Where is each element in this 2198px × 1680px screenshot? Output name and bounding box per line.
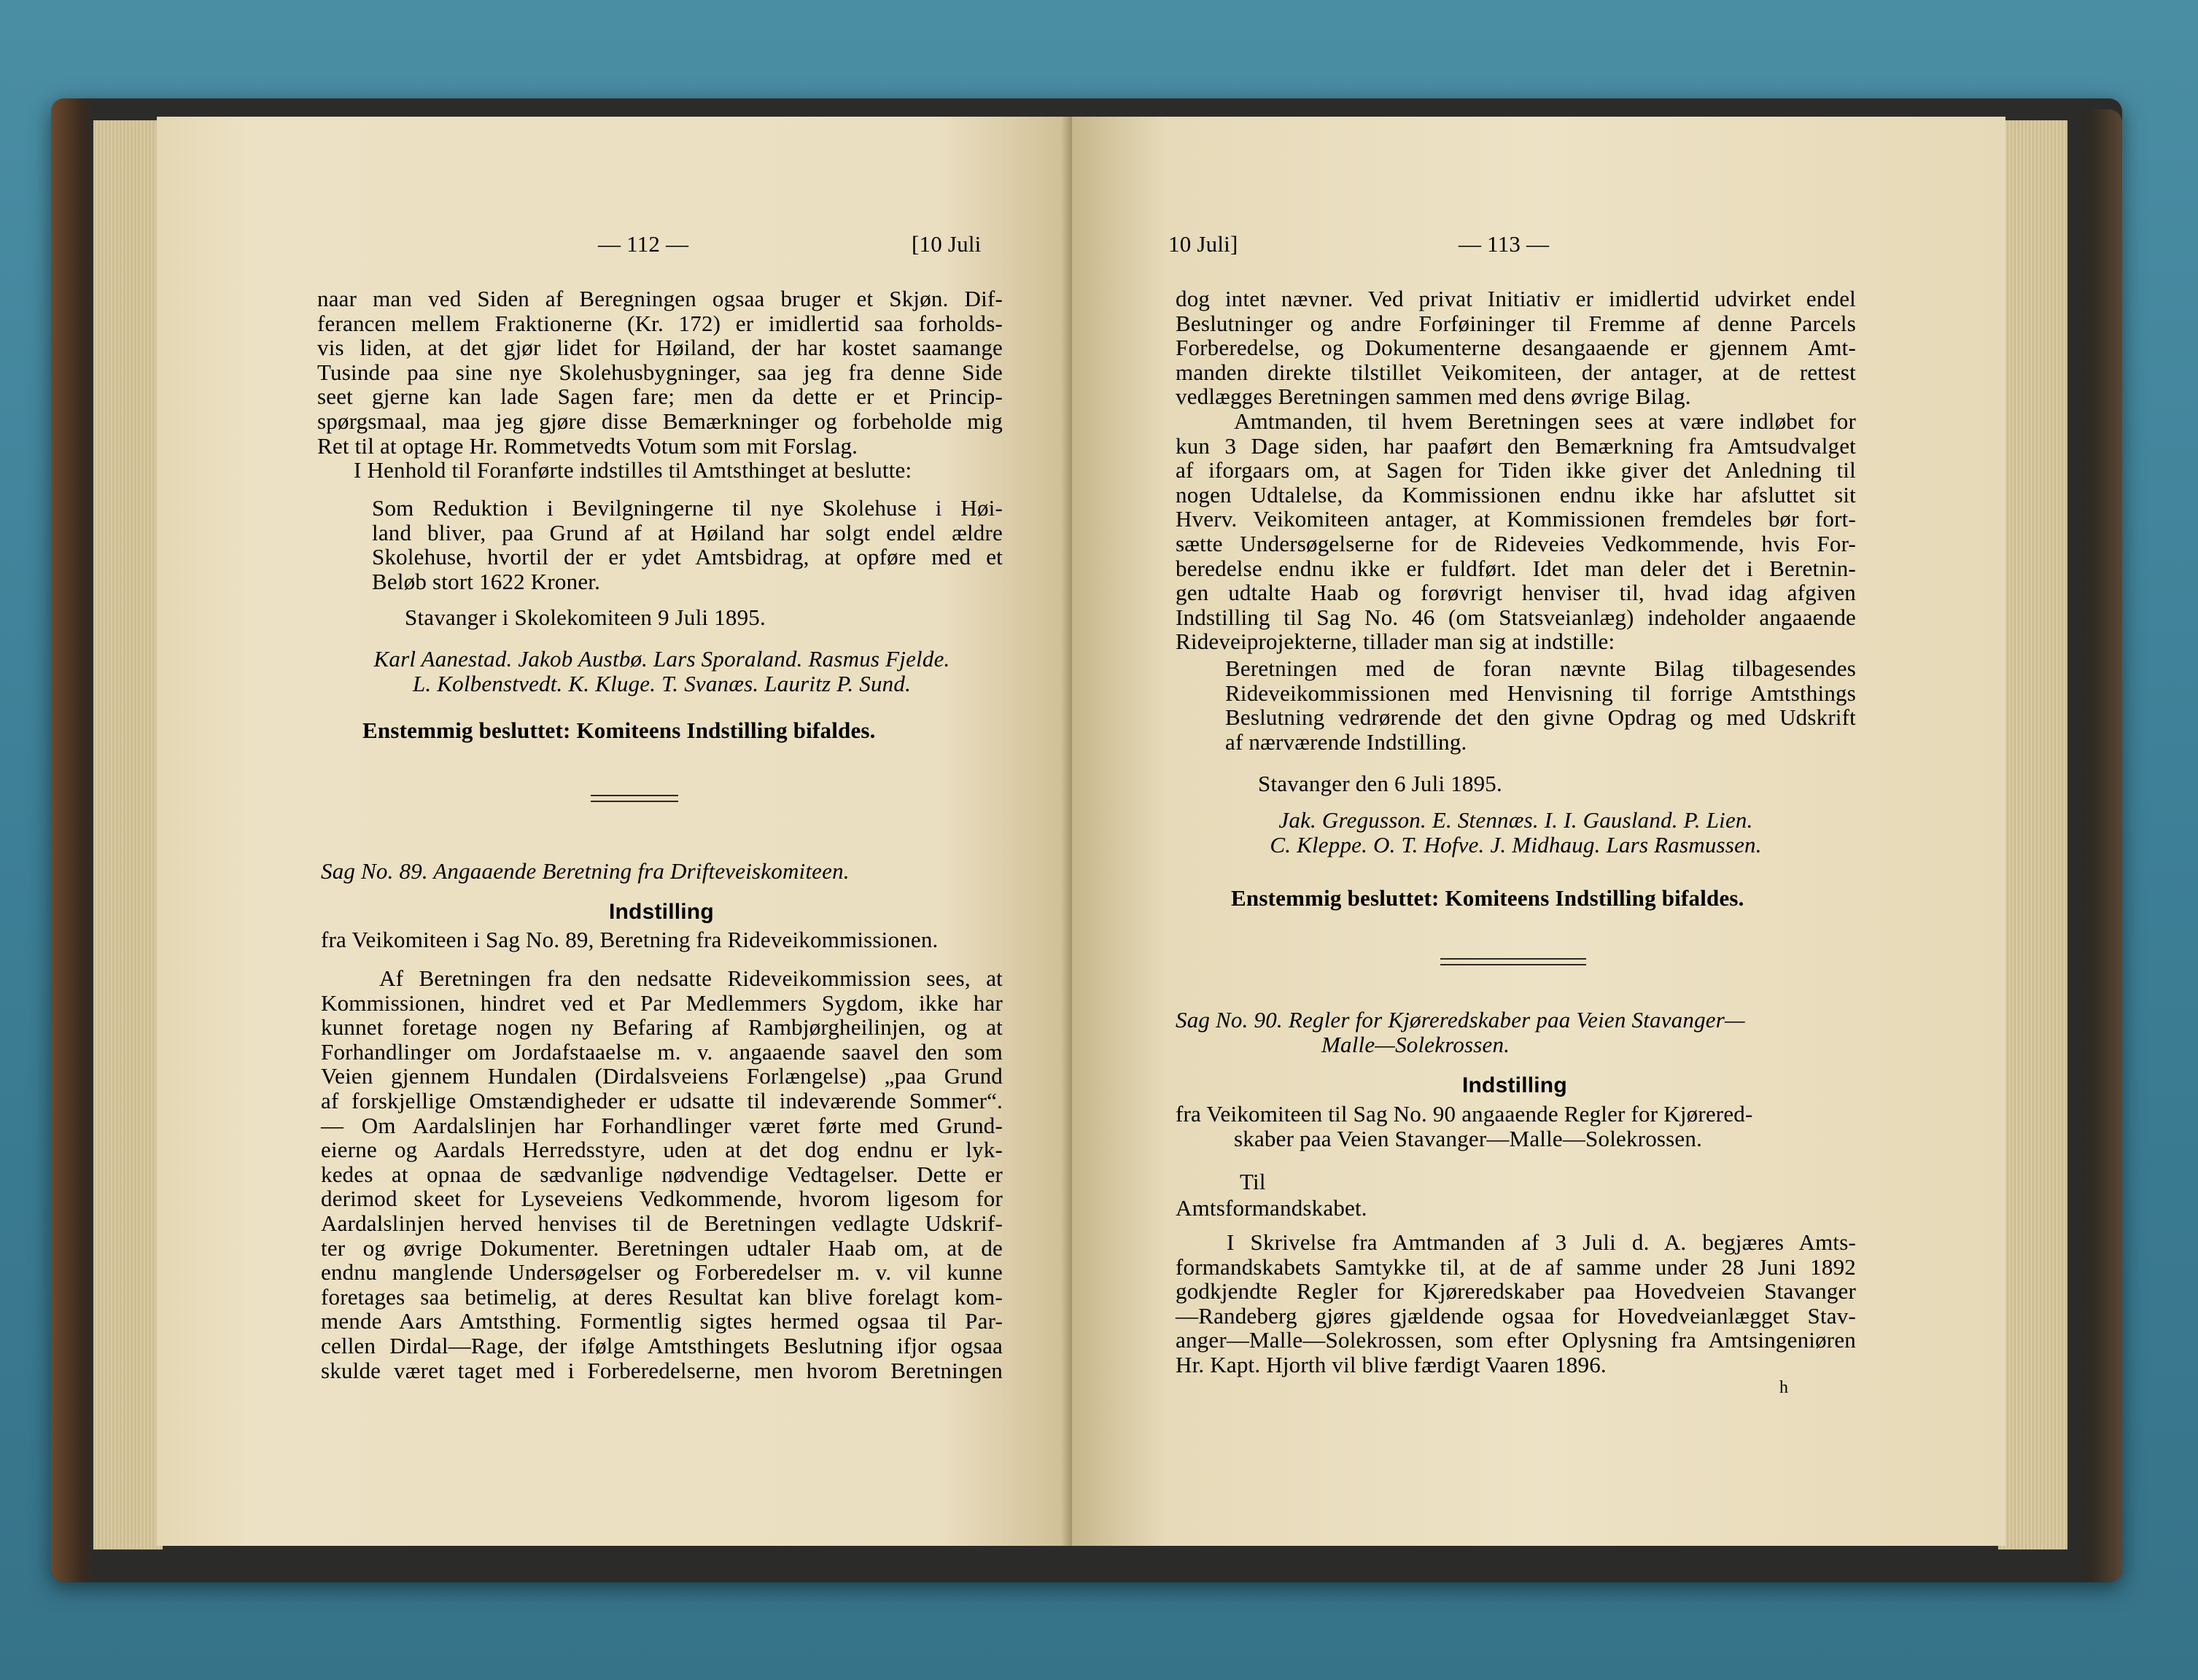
text-line: eierne og Aardals Herredsstyre, uden at det dog endnu er lyk- [321, 1137, 1003, 1163]
left-proposal [372, 496, 1003, 594]
text-line: Indstilling til Sag No. 46 (om Statsveianlæg) indeholder angaaende [1176, 604, 1856, 630]
left-case-title: Sag No. 89. Angaaende Beretning fra Drifteveiskomiteen. [321, 858, 850, 884]
left-resolution: Enstemmig besluttet: Komiteens Indstilling bifaldes. [362, 718, 876, 743]
text-line: af nærværende Indstilling. [1225, 728, 1467, 755]
text-line: foretages saa betimelig, at deres Resultat kan blive forelagt kom- [321, 1283, 1003, 1310]
signature-line: Karl Aanestad. Jakob Austbø. Lars Sporaland. Rasmus Fjelde. [373, 646, 950, 672]
text-line: Skolehuse, hvortil der er ydet Amtsbidrag, at opføre med et [372, 544, 1003, 570]
right-signature-mark: h [1779, 1378, 1789, 1397]
text-line: Rideveiprojekterne, tillader man sig at indstille: [1176, 629, 1615, 655]
page-stack-left [93, 120, 163, 1549]
text-line: Forberedelse, og Dokumenterne desangaaende er gjennem Amt- [1176, 335, 1856, 361]
text-line: kun 3 Dage siden, har paaført den Bemærkning fra Amtsudvalget [1176, 432, 1856, 459]
text-line: Amtmanden, til hvem Beretningen sees at være indløbet for [1234, 408, 1856, 434]
signature-line: Jak. Gregusson. E. Stennæs. I. I. Gausland. P. Lien. [1278, 807, 1753, 833]
text-line: land bliver, paa Grund af at Høiland har solgt endel ældre [372, 519, 1003, 545]
text-line: Som Reduktion i Bevilgningerne til nye Skolehuse i Høi- [372, 495, 1003, 521]
right-resolution: Enstemmig besluttet: Komiteens Indstilling bifaldes. [1231, 885, 1744, 911]
text-line: af forskjellige Omstændigheder er udsatte til indeværende Sommer“. [321, 1087, 1003, 1113]
right-header-date: 10 Juli] [1168, 231, 1238, 257]
text-line: endnu manglende Undersøgelser og Forberedelser m. v. vil kunne [321, 1259, 1003, 1286]
text-line: —Randeberg gjøres gjældende ogsaa for Hovedveianlægget Stav- [1176, 1302, 1856, 1329]
text-line: vedlægges Beretningen sammen med dens øvrige Bilag. [1176, 384, 1691, 410]
page-stack-right [1998, 120, 2067, 1549]
left-para-2: I Henhold til Foranførte indstilles til Amtsthinget at beslutte: [354, 457, 912, 483]
text-line: kedes at opnaa de sædvanlige nødvendige Vedtagelser. Dette er [321, 1161, 1003, 1187]
text-line: beredelse endnu ikke er fuldført. Idet man deler det i Beretnin- [1176, 555, 1856, 581]
text-line: ter og øvrige Dokumenter. Beretningen udtaler Haab om, at de [321, 1234, 1003, 1261]
left-place-date: Stavanger i Skolekomiteen 9 Juli 1895. [405, 604, 766, 630]
right-indstilling-heading: Indstilling [1462, 1073, 1567, 1097]
text-line: Af Beretningen fra den nedsatte Rideveikommission sees, at [379, 965, 1003, 991]
text-line: Veien gjennem Hundalen (Dirdalsveiens Forlængelse) „paa Grund [321, 1063, 1003, 1089]
text-line: kunnet foretage nogen ny Befaring af Rambjørgheilinjen, og at [321, 1014, 1003, 1041]
text-line: derimod skeet for Lyseveiens Vedkommende, hvorom ligesom for [321, 1186, 1003, 1212]
left-page-number: — 112 — [598, 231, 689, 257]
text-line: Sag No. 90. Regler for Kjøreredskaber paa Veien Stavanger— [1176, 1007, 1745, 1032]
left-indstilling-heading: Indstilling [609, 900, 714, 924]
text-line: skulde været taget med i Forberedelserne, men hvorom Beretningen [321, 1357, 1003, 1383]
text-line: dog intet nævner. Ved privat Initiativ er imidlertid udvirket endel [1176, 286, 1856, 311]
left-para-1 [317, 287, 1003, 458]
text-line: fra Veikomiteen til Sag No. 90 angaaende Regler for Kjørered- [1176, 1101, 1753, 1127]
left-signatures [321, 647, 1003, 696]
text-line: ferancen mellem Fraktionerne (Kr. 172) er imidlertid saa forholds- [317, 310, 1003, 336]
text-line: Beslutning vedrørende det den givne Opdrag og med Udskrift [1225, 704, 1856, 731]
right-indstilling-subtitle [1176, 1102, 1856, 1151]
text-line: Hverv. Veikomiteen antager, at Kommissionen fremdeles bør fort- [1176, 506, 1856, 532]
text-line: Tusinde paa sine nye Skolehusbygninger, saa jeg fra denne Side [317, 359, 1003, 385]
signature-line: C. Kleppe. O. T. Hofve. J. Midhaug. Lars Rasmussen. [1270, 831, 1762, 858]
book-spine-left-edge [51, 98, 95, 1582]
right-salutation-addressee: Amtsformandskabet. [1176, 1195, 1367, 1221]
right-salutation-to: Til [1240, 1169, 1266, 1194]
right-proposal [1225, 656, 1856, 754]
text-line: Beslutninger og andre Forføininger til Fremme af denne Parcels [1176, 310, 1856, 336]
text-line: I Skrivelse fra Amtmanden af 3 Juli d. A. begjæres Amts- [1227, 1229, 1856, 1255]
left-header-date: [10 Juli [912, 231, 982, 257]
text-line: nogen Udtalelse, da Kommissionen endnu ikke har afsluttet sit [1176, 481, 1856, 508]
book-spine-right-edge [2078, 109, 2122, 1582]
text-line: cellen Dirdal—Rage, der ifølge Amtsthingets Beslutning ifjor ogsaa [321, 1332, 1003, 1358]
right-para-1 [1176, 287, 1856, 409]
section-divider [591, 795, 678, 802]
text-line: seet gjerne kan lade Sagen fare; men da dette er et Princip- [317, 384, 1003, 410]
text-line: sætte Undersøgelserne for de Rideveies Vedkommende, hvis For- [1176, 530, 1856, 556]
text-line: gen udtalte Haab og forøvrigt henviser til, hvad idag afgiven [1176, 580, 1856, 606]
text-line: godkjendte Regler for Kjøreredskaber paa Hovedveien Stavanger [1176, 1278, 1856, 1304]
right-signatures [1176, 808, 1856, 857]
text-line: Beretningen med de foran nævnte Bilag tilbagesendes [1225, 656, 1856, 681]
text-line: manden direkte tilstillet Veikomiteen, der antager, at de rettest [1176, 359, 1856, 385]
text-line: skaber paa Veien Stavanger—Malle—Solekrossen. [1234, 1125, 1703, 1151]
text-line: Ret til at optage Hr. Rommetvedts Votum som mit Forslag. [317, 432, 858, 459]
right-page-number: — 113 — [1459, 231, 1550, 257]
text-line: Beløb stort 1622 Kroner. [372, 568, 601, 594]
text-line: af iforgaars om, at Sagen for Tiden ikke giver det Anledning til [1176, 457, 1856, 483]
section-divider [1440, 958, 1586, 965]
text-line: Kommissionen, hindret ved et Par Medlemmers Sygdom, ikke har [321, 989, 1003, 1016]
text-line: anger—Malle—Solekrossen, som efter Oplysning fra Amtsingeniøren [1176, 1327, 1856, 1353]
text-line: Rideveikommissionen med Henvisning til forrige Amtsthings [1225, 680, 1856, 706]
text-line: vis liden, at det gjør lidet for Høiland, der har kostet saamange [317, 335, 1003, 361]
text-line: Hr. Kapt. Hjorth vil blive færdigt Vaaren 1896. [1176, 1351, 1607, 1377]
text-line: Malle—Solekrossen. [1321, 1031, 1510, 1057]
text-line: Forhandlinger om Jordafstaaelse m. v. angaaende saavel den som [321, 1038, 1003, 1065]
right-body [1176, 1230, 1856, 1377]
left-body [321, 966, 1003, 1382]
text-line: formandskabets Samtykke til, at de af samme under 28 Juni 1892 [1176, 1253, 1856, 1280]
right-place-date: Stavanger den 6 Juli 1895. [1258, 771, 1502, 796]
right-case-title [1176, 1008, 1856, 1057]
text-line: naar man ved Siden af Beregningen ogsaa bruger et Skjøn. Dif- [317, 286, 1003, 311]
signature-line: L. Kolbenstvedt. K. Kluge. T. Svanæs. Lauritz P. Sund. [412, 670, 912, 696]
right-para-2 [1176, 409, 1856, 654]
text-line: spørgsmaal, maa jeg gjøre disse Bemærkninger og forbeholde mig [317, 408, 1003, 434]
left-indstilling-subtitle: fra Veikomiteen i Sag No. 89, Beretning fra Rideveikommissionen. [321, 927, 939, 952]
text-line: Aardalslinjen herved henvises til de Beretningen vedlagte Udskrif- [321, 1210, 1003, 1236]
text-line: — Om Aardalslinjen har Forhandlinger været førte med Grund- [321, 1112, 1003, 1138]
text-line: mende Aars Amtsthing. Formentlig sigtes hermed ogsaa til Par- [321, 1308, 1003, 1334]
